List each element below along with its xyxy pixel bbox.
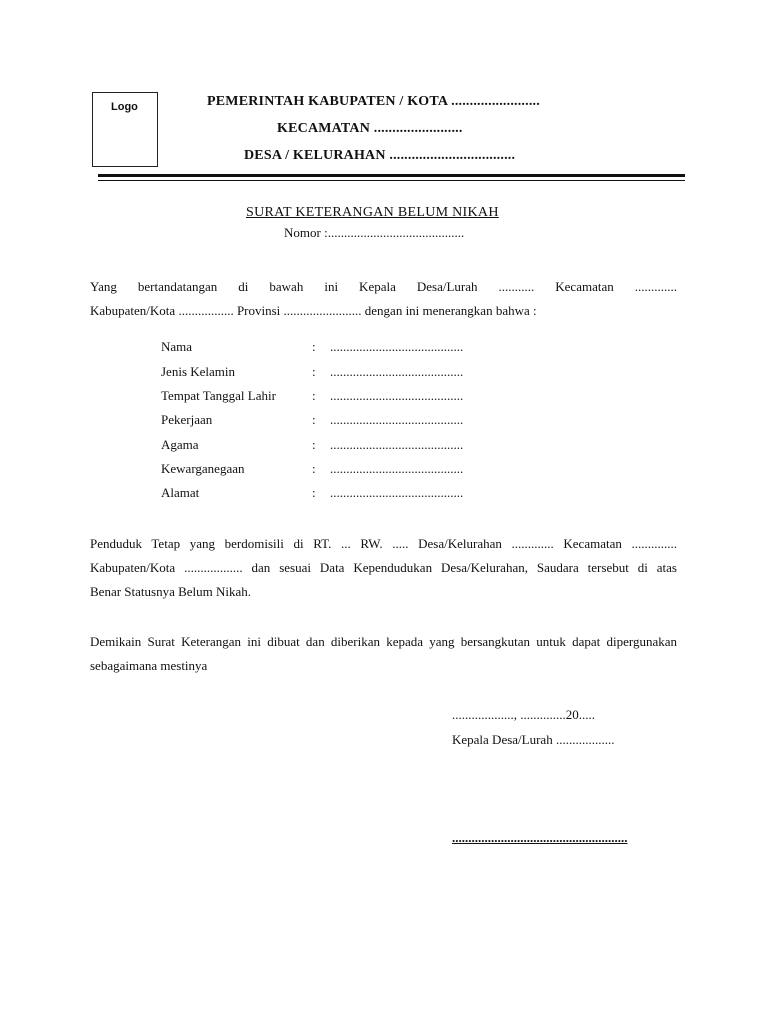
field-value: ......................................... [330, 364, 464, 379]
field-colon: : [312, 388, 316, 403]
closing-line-2: sebagaimana mestinya [90, 658, 208, 673]
letterhead-rule-thick [98, 174, 685, 177]
residence-line-3: Benar Statusnya Belum Nikah. [90, 584, 252, 599]
field-colon: : [312, 339, 316, 354]
field-label: Nama [161, 339, 193, 354]
field-label: Agama [161, 437, 199, 452]
signature-position: Kepala Desa/Lurah .................. [452, 732, 615, 747]
opening-line-1: Yang bertandatangan di bawah ini Kepala Desa/Lurah ........... Kecamatan ............. [90, 279, 677, 294]
field-label: Pekerjaan [161, 412, 213, 427]
field-label: Alamat [161, 485, 200, 500]
kop-line-government: PEMERINTAH KABUPATEN / KOTA ........................ [207, 94, 540, 109]
field-colon: : [312, 437, 316, 452]
letter-title: SURAT KETERANGAN BELUM NIKAH [246, 205, 499, 220]
residence-line-1: Penduduk Tetap yang berdomisili di RT. ... RW. ..... Desa/Kelurahan ............. Kecamatan .............. [90, 536, 677, 551]
logo-placeholder [92, 92, 158, 167]
letter-number: Nomor :.......................................... [284, 225, 465, 240]
field-label: Tempat Tanggal Lahir [161, 388, 276, 403]
field-colon: : [312, 364, 316, 379]
kop-line-district: KECAMATAN ........................ [277, 121, 463, 136]
signature-name-line: ...................................................... [452, 830, 628, 845]
field-value: ......................................... [330, 461, 464, 476]
field-label: Kewarganegaan [161, 461, 245, 476]
field-value: ......................................... [330, 485, 464, 500]
field-value: ......................................... [330, 412, 464, 427]
residence-line-2: Kabupaten/Kota .................. dan sesuai Data Kependudukan Desa/Kelurahan, Saudara tersebut di atas [90, 560, 677, 575]
signature-place-date: ..................., ..............20..... [452, 707, 595, 722]
logo-label: Logo [111, 101, 138, 113]
field-value: ......................................... [330, 388, 464, 403]
field-colon: : [312, 461, 316, 476]
letterhead-rule-thin [98, 180, 685, 181]
field-value: ......................................... [330, 339, 464, 354]
field-colon: : [312, 485, 316, 500]
field-label: Jenis Kelamin [161, 364, 236, 379]
field-colon: : [312, 412, 316, 427]
opening-line-2: Kabupaten/Kota ................. Provinsi ........................ dengan ini menerangkan bahwa : [90, 303, 537, 318]
kop-line-village: DESA / KELURAHAN .................................. [244, 148, 516, 163]
field-value: ......................................... [330, 437, 464, 452]
closing-line-1: Demikain Surat Keterangan ini dibuat dan diberikan kepada yang bersangkutan untuk dapat dipergunakan [90, 634, 677, 649]
